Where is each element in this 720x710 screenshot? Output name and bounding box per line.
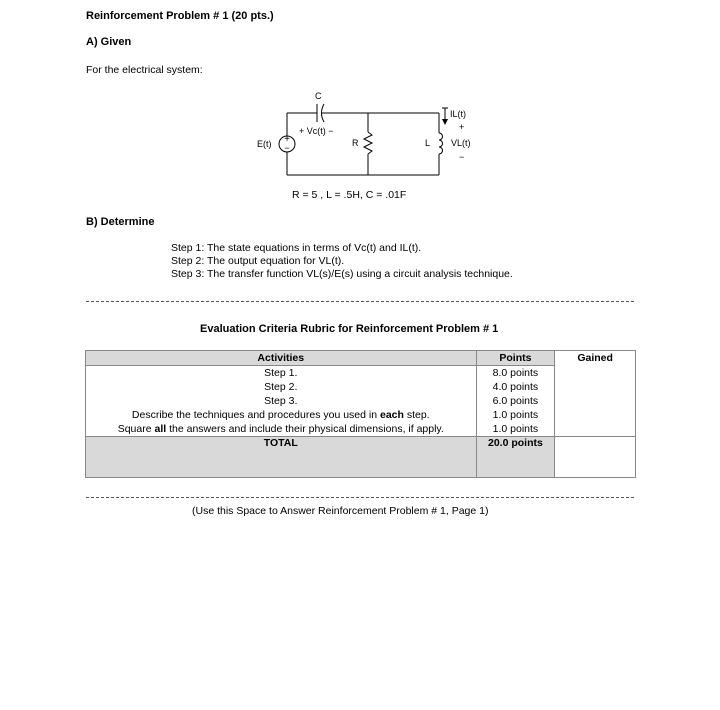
capacitor-voltage-label: + Vc(t) − xyxy=(299,126,334,136)
source-minus-sign: − xyxy=(284,143,290,153)
inductor-voltage-plus: + xyxy=(459,122,465,132)
activity-step-3: Step 3. xyxy=(264,395,298,407)
divider-dashed-2 xyxy=(86,497,634,498)
emphasis-word: each xyxy=(379,409,404,421)
divider-dashed xyxy=(86,301,634,302)
inductor-label: L xyxy=(425,138,431,148)
inductor-voltage-minus: − xyxy=(459,152,465,162)
points-step-3: 6.0 points xyxy=(492,395,539,407)
rubric-title: Evaluation Criteria Rubric for Reinforcement Problem # 1 xyxy=(200,323,499,335)
steps-list xyxy=(171,242,513,281)
points-header: Points xyxy=(476,351,555,366)
page-title: Reinforcement Problem # 1 (20 pts.) xyxy=(86,10,274,22)
gained-header: Gained xyxy=(555,351,636,437)
points-list xyxy=(476,366,555,437)
inductor xyxy=(439,133,443,154)
activity-step-2: Step 2. xyxy=(264,381,298,393)
resistor xyxy=(364,132,372,154)
inductor-voltage-label: VL(t) xyxy=(451,138,471,148)
source-label: E(t) xyxy=(257,139,272,149)
total-label: TOTAL xyxy=(86,437,477,478)
rubric-total-row xyxy=(86,437,636,478)
activity-describe: Describe the techniques and procedures you used in each step. xyxy=(131,409,430,421)
total-points: 20.0 points xyxy=(476,437,555,478)
points-describe: 1.0 points xyxy=(492,409,539,421)
given-intro-text: For the electrical system: xyxy=(86,64,203,76)
capacitor-label: C xyxy=(315,91,322,101)
rubric-table xyxy=(85,350,636,478)
section-b-heading: B) Determine xyxy=(86,216,155,228)
answer-space-note: (Use this Space to Answer Reinforcement Problem # 1, Page 1) xyxy=(192,505,489,517)
activity-step-1: Step 1. xyxy=(264,367,298,379)
inductor-current-label: IL(t) xyxy=(450,109,467,119)
points-step-1: 8.0 points xyxy=(492,367,539,379)
source-plus-sign: + xyxy=(284,134,290,145)
total-gained-cell[interactable] xyxy=(555,437,636,478)
circuit-diagram xyxy=(0,0,720,210)
activity-square: Square all the answers and include their physical dimensions, if apply. xyxy=(117,423,444,435)
activities-list xyxy=(86,366,477,437)
step-2-text: Step 2: The output equation for VL(t). xyxy=(171,255,345,267)
emphasis-word: all xyxy=(154,423,167,435)
step-1-text: Step 1: The state equations in terms of Vc(t) and IL(t). xyxy=(171,242,422,254)
circuit-parameters: R = 5 , L = .5H, C = .01F xyxy=(292,189,407,201)
section-a-heading: A) Given xyxy=(86,36,132,48)
step-3-text: Step 3: The transfer function VL(s)/E(s) using a circuit analysis technique. xyxy=(171,268,513,280)
current-arrow-head xyxy=(442,119,448,125)
resistor-label: R xyxy=(352,138,359,148)
activities-header: Activities xyxy=(86,351,477,366)
rubric-items-row xyxy=(86,366,636,437)
rubric-header-row xyxy=(86,351,636,366)
points-square: 1.0 points xyxy=(492,423,539,435)
points-step-2: 4.0 points xyxy=(492,381,539,393)
